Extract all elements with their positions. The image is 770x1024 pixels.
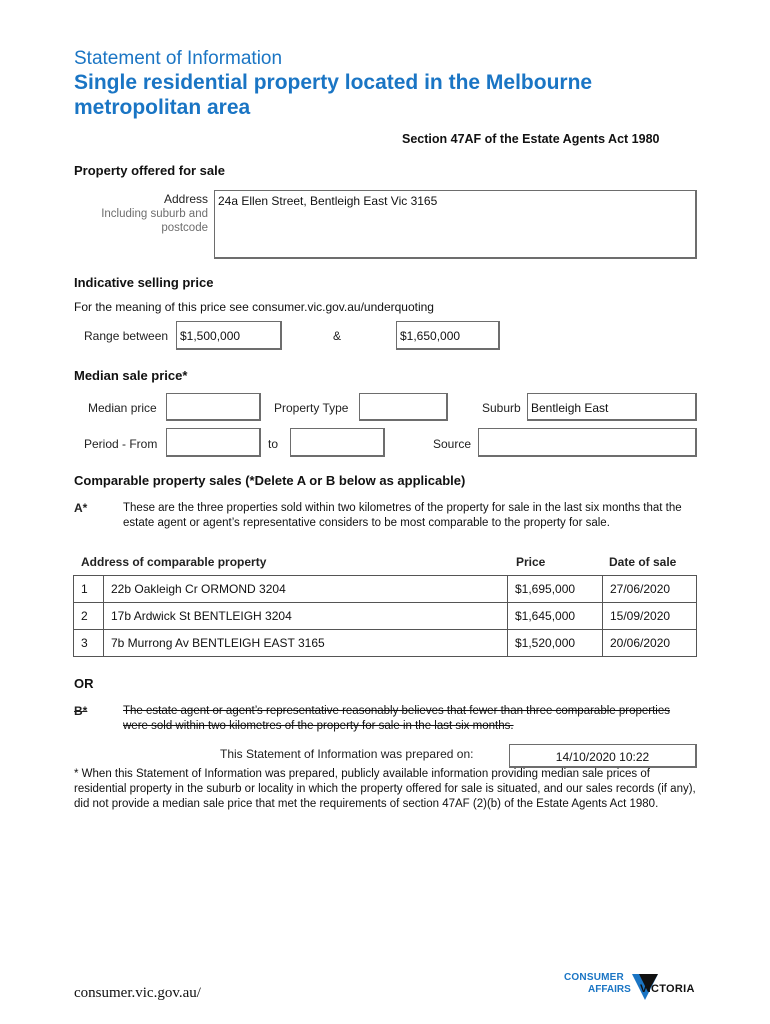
document-subtitle: Statement of Information xyxy=(74,48,283,69)
col-address-header: Address of comparable property xyxy=(81,555,267,569)
col-date-header: Date of sale xyxy=(609,555,677,569)
row-address[interactable]: 17b Ardwick St BENTLEIGH 3204 xyxy=(104,603,508,630)
source-field[interactable] xyxy=(478,428,697,457)
row-number: 3 xyxy=(74,630,104,657)
range-ampersand: & xyxy=(333,329,342,343)
option-a-text: These are the three properties sold within two kilometres of the property for sale in the last six months that the estate agent or agent’s representative considers to be most comparable to the property for sale. xyxy=(123,502,682,529)
range-high-field[interactable]: $1,650,000 xyxy=(396,321,500,350)
address-hint-line1: Including suburb and xyxy=(101,208,208,220)
suburb-field[interactable]: Bentleigh East xyxy=(527,393,697,421)
row-date[interactable]: 20/06/2020 xyxy=(603,630,697,657)
document-title: Single residential property located in the Melbourne metropolitan area xyxy=(74,71,593,119)
table-row xyxy=(74,576,697,603)
median-footnote: * When this Statement of Information was prepared, publicly available information providing median sale prices of residential property in the suburb or locality in which the property offered for sale is situated, and our sales records (if any), did not provide a median sale price that met the requirements of section 47AF (2)(b) of the Estate Agents Act 1980. xyxy=(74,768,696,810)
property-type-label: Property Type xyxy=(274,401,349,415)
logo-line-1: CONSUMER xyxy=(564,972,624,983)
footer-url[interactable]: consumer.vic.gov.au/ xyxy=(74,985,201,1001)
address-label: Address xyxy=(163,192,208,206)
row-price[interactable]: $1,520,000 xyxy=(508,630,603,657)
comparable-sales-table xyxy=(73,575,697,657)
address-hint-line2: postcode xyxy=(161,222,208,234)
comparable-heading: Comparable property sales (*Delete A or B below as applicable) xyxy=(74,473,466,488)
row-number: 1 xyxy=(74,576,104,603)
range-label: Range between xyxy=(84,329,169,343)
table-row xyxy=(74,603,697,630)
consumer-affairs-victoria-logo xyxy=(564,970,699,1008)
row-number: 2 xyxy=(74,603,104,630)
median-price-label: Median price xyxy=(88,401,157,415)
source-label: Source xyxy=(433,437,472,451)
option-b-label: B* xyxy=(74,704,88,718)
logo-line-3: VICTORIA xyxy=(640,983,695,995)
col-price-header: Price xyxy=(516,555,546,569)
property-heading: Property offered for sale xyxy=(74,163,225,178)
row-price[interactable]: $1,645,000 xyxy=(508,603,603,630)
period-from-label: Period - From xyxy=(84,437,158,451)
option-a-label: A* xyxy=(74,501,88,515)
row-address[interactable]: 7b Murrong Av BENTLEIGH EAST 3165 xyxy=(104,630,508,657)
table-row xyxy=(74,630,697,657)
underquoting-note: For the meaning of this price see consumer.vic.gov.au/underquoting xyxy=(74,300,434,314)
period-to-field[interactable] xyxy=(290,428,385,457)
address-field[interactable]: 24a Ellen Street, Bentleigh East Vic 3165 xyxy=(214,190,697,259)
suburb-label: Suburb xyxy=(482,401,521,415)
logo-line-2: AFFAIRS xyxy=(588,984,631,995)
property-type-field[interactable] xyxy=(359,393,448,421)
row-date[interactable]: 15/09/2020 xyxy=(603,603,697,630)
row-date[interactable]: 27/06/2020 xyxy=(603,576,697,603)
median-price-field[interactable] xyxy=(166,393,261,421)
prepared-on-label: This Statement of Information was prepared on: xyxy=(220,747,474,761)
indicative-heading: Indicative selling price xyxy=(74,275,214,290)
row-address[interactable]: 22b Oakleigh Cr ORMOND 3204 xyxy=(104,576,508,603)
range-low-field[interactable]: $1,500,000 xyxy=(176,321,282,350)
section-reference: Section 47AF of the Estate Agents Act 1980 xyxy=(402,132,660,146)
period-to-label: to xyxy=(268,437,279,451)
option-b-text: The estate agent or agent’s representative reasonably believes that fewer than three comparable properties were sold within two kilometres of the property for sale in the last six months. xyxy=(123,705,671,732)
median-heading: Median sale price* xyxy=(74,368,188,383)
row-price[interactable]: $1,695,000 xyxy=(508,576,603,603)
or-divider: OR xyxy=(74,676,94,691)
prepared-on-field[interactable]: 14/10/2020 10:22 xyxy=(509,744,697,768)
period-from-field[interactable] xyxy=(166,428,261,457)
